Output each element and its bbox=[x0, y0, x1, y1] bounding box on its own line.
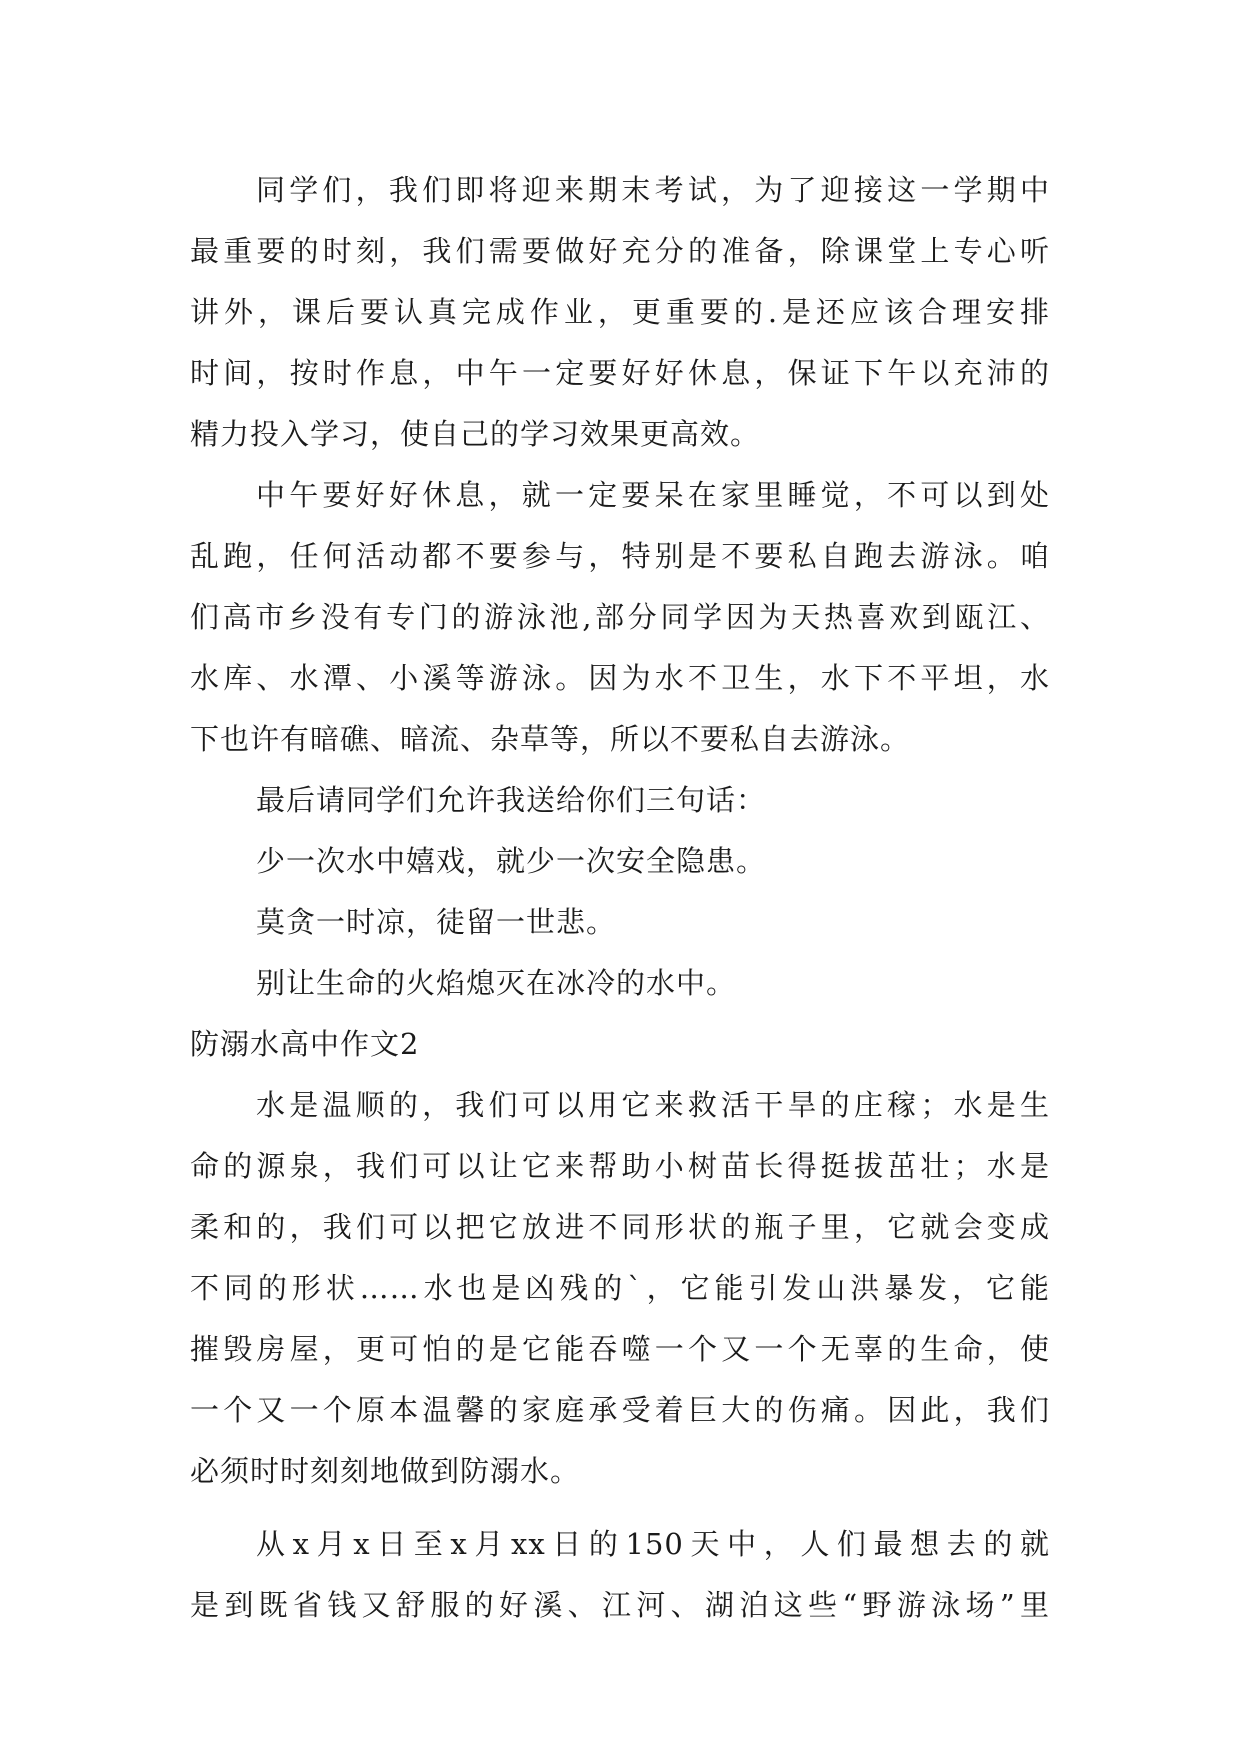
text-line: 从x月x日至x月xx日的150天中，人们最想去的就 bbox=[256, 1527, 1050, 1561]
paragraph-exam-preparation bbox=[190, 160, 1050, 465]
text-line: 讲外，课后要认真完成作业，更重要的.是还应该合理安排 bbox=[190, 295, 1050, 329]
paragraph-wild-swimming bbox=[190, 1514, 1050, 1636]
text-line: 最重要的时刻，我们需要做好充分的准备，除课堂上专心听 bbox=[190, 234, 1050, 268]
text-line: 是到既省钱又舒服的好溪、江河、湖泊这些“野游泳场”里 bbox=[190, 1588, 1050, 1622]
text-line: 们高市乡没有专门的游泳池,部分同学因为天热喜欢到瓯江、 bbox=[190, 600, 1050, 634]
text-line: 下也许有暗礁、暗流、杂草等，所以不要私自去游泳。 bbox=[190, 722, 911, 756]
text-line: 精力投入学习，使自己的学习效果更高效。 bbox=[190, 417, 761, 451]
text-line: 时间，按时作息，中午一定要好好休息，保证下午以充沛的 bbox=[190, 356, 1050, 390]
document-page bbox=[190, 160, 1050, 1636]
section-heading: 防溺水高中作文2 bbox=[190, 1027, 420, 1061]
paragraph-three-sentences-intro: 最后请同学们允许我送给你们三句话： bbox=[256, 783, 767, 817]
text-line: 同学们，我们即将迎来期末考试，为了迎接这一学期中 bbox=[256, 173, 1050, 207]
text-line: 不同的形状……水也是凶残的`，它能引发山洪暴发，它能 bbox=[190, 1271, 1050, 1305]
text-line: 水库、水潭、小溪等游泳。因为水不卫生，水下不平坦，水 bbox=[190, 661, 1050, 695]
text-line: 一个又一个原本温馨的家庭承受着巨大的伤痛。因此，我们 bbox=[190, 1393, 1050, 1427]
paragraph-saying-3: 别让生命的火焰熄灭在冰冷的水中。 bbox=[256, 966, 737, 1000]
text-line: 命的源泉，我们可以让它来帮助小树苗长得挺拔茁壮；水是 bbox=[190, 1149, 1050, 1183]
text-line: 摧毁房屋，更可怕的是它能吞噬一个又一个无辜的生命，使 bbox=[190, 1332, 1050, 1366]
text-line: 必须时时刻刻地做到防溺水。 bbox=[190, 1454, 581, 1488]
text-line: 乱跑，任何活动都不要参与，特别是不要私自跑去游泳。咱 bbox=[190, 539, 1050, 573]
text-line: 柔和的，我们可以把它放进不同形状的瓶子里，它就会变成 bbox=[190, 1210, 1050, 1244]
text-line: 水是温顺的，我们可以用它来救活干旱的庄稼；水是生 bbox=[256, 1088, 1050, 1122]
paragraph-noon-rest bbox=[190, 465, 1050, 770]
paragraph-water-nature bbox=[190, 1075, 1050, 1502]
paragraph-saying-1: 少一次水中嬉戏，就少一次安全隐患。 bbox=[256, 844, 767, 878]
paragraph-saying-2: 莫贪一时凉，徒留一世悲。 bbox=[256, 905, 617, 939]
text-line: 中午要好好休息，就一定要呆在家里睡觉，不可以到处 bbox=[256, 478, 1050, 512]
